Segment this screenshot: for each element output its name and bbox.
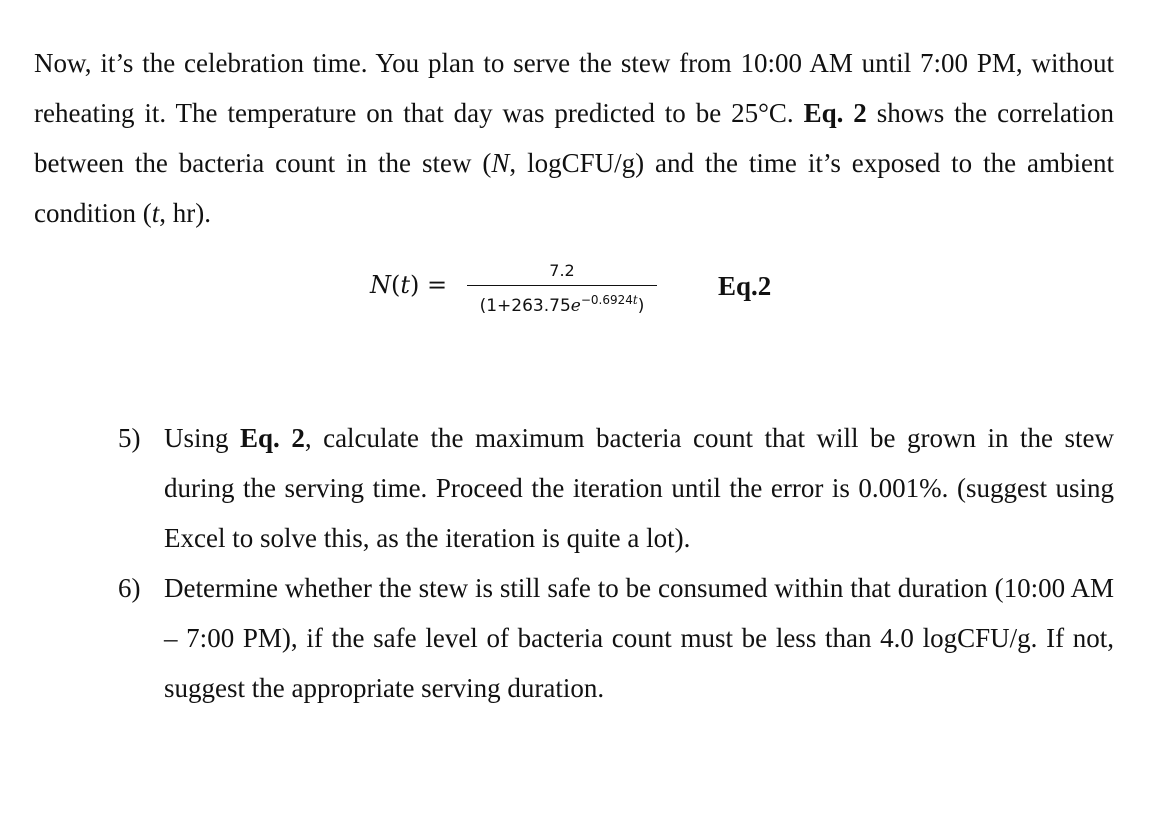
question-5 (118, 413, 1114, 563)
variable-t: t (151, 198, 160, 228)
intro-text-2: shows the correlation between the bacteria count in the stew ( (34, 98, 1115, 178)
lhs-close-equals: ) = (410, 271, 448, 299)
question-number: 5) (118, 423, 141, 453)
question-list (118, 413, 1114, 713)
den-base: e (570, 296, 581, 316)
intro-text-4: , hr). (159, 198, 211, 228)
den-suffix: ) (637, 296, 645, 316)
question-6 (118, 563, 1114, 713)
equation-label: Eq.2 (718, 271, 772, 301)
equation-fraction (465, 260, 659, 318)
den-exp-coeff: −0.6924 (580, 293, 633, 307)
intro-paragraph (34, 38, 1114, 238)
equation-block (370, 258, 790, 318)
intro-text-1: Now, it’s the celebration time. You plan to serve the stew from 10:00 AM until 7:00 PM, without reheating it. The temperature on that day was predicted to be 25°C. (34, 48, 1114, 128)
den-exp-var: t (632, 293, 638, 307)
equation-denominator (465, 288, 659, 318)
den-exponent (581, 293, 638, 307)
lhs-function: N (370, 271, 391, 299)
question-number: 6) (118, 573, 141, 603)
equation-lhs (370, 271, 447, 299)
question-text-post: , calculate the maximum bacteria count that will be grown in the stew during the serving time. Proceed the iteration until the error is 0.001%. (suggest using Excel to solve this, as the iteration is quite a lot). (164, 423, 1114, 553)
den-prefix: (1+263.75 (479, 296, 571, 316)
intro-text-3: , logCFU/g) and the time it’s exposed to the ambient condition ( (34, 148, 1115, 228)
variable-n: N (491, 148, 510, 178)
question-text: Determine whether the stew is still safe to be consumed within that duration (10:00 AM – 7:00 PM), if the safe level of bacteria count must be less than 4.0 logCFU/g. If not, suggest the appropriate serving duration. (164, 573, 1114, 703)
fraction-bar (467, 285, 657, 286)
question-text-pre: Using (164, 423, 241, 453)
lhs-open-paren: ( (391, 271, 401, 299)
question-eq-reference: Eq. 2 (240, 423, 305, 453)
eq-reference: Eq. 2 (803, 98, 867, 128)
lhs-variable: t (400, 271, 411, 299)
equation-numerator: 7.2 (549, 261, 575, 280)
